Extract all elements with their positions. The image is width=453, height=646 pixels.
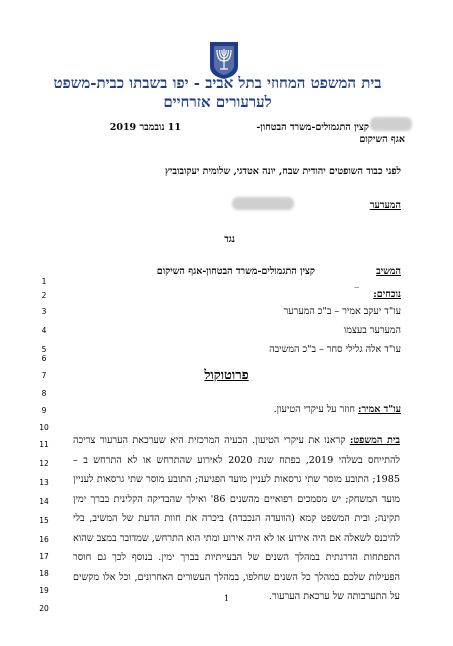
line-number: 17	[39, 552, 49, 561]
hearing-date: 11 נובמבר 2019	[109, 122, 181, 133]
court-speaker: בית המשפט:	[349, 435, 400, 446]
line-number: 3	[41, 307, 47, 316]
line-number: 6	[41, 354, 47, 363]
attendees-label: נוכחים:	[373, 289, 401, 300]
line-number: 12	[39, 459, 49, 468]
line-number: 5	[41, 345, 47, 354]
line-number: 10	[39, 423, 49, 432]
amir-statement	[274, 404, 401, 416]
line-number: 19	[39, 586, 49, 595]
line-number: 8	[41, 389, 47, 398]
line-number: 4	[41, 326, 47, 335]
court-title-line1: בית המשפט המחוזי בתל אביב - יפו בשבתו כבית-משפט	[53, 74, 382, 92]
amir-speaker: עו"ד אמיר:	[357, 404, 401, 415]
respondent-label: המשיב	[376, 266, 401, 277]
court-text: קראנו את עיקרי הטיעון. הבעיה המרכזית היא שערכאת הערעור צריכה להתייחס בשלהי 2019, בפתח שנת 2020 לאירוע שהתרחש או לא התרחש ב – 1985; התובע מוסר שתי גרסאות לעניין מועד הפגיעה; התובע מוסר שתי גרסאות לעניין מועד המשחק; יש מסמכים רפואיים מהשנים 86' ואילך שהבדיקה הקלינית בברך ימין תקינה; ובית המשפט קמא (הוועדה הנכבדה) ביכרה את חוות הדעת של המשיב, בלי להיכנס לשאלה אם היה אירוע או לא היה אירוע ומתי הוא התרחש, שמדובר במצב שהוא התפתחות הדרגתית במהלך השנים של הבעייתיות בברך ימין. בנוסף לכך גם חוסר הפעילות שלכם במהלך כל השנים שחלפו, במהלך העשורים האחרונים, וכל אלו מקשים על התערבותה של ערכאת הערעור.	[73, 435, 401, 602]
attendee-item: המערער בעצמו	[343, 325, 401, 336]
respondent-full-name: קצין התגמולים-משרד הבטחון-אגף השיקום	[156, 266, 315, 277]
appellant-label: המערער	[369, 200, 401, 211]
line-number: 2	[41, 291, 47, 300]
judges-panel: לפני כבוד השופטים יהודית שבח, יונה אטדגי, שלומית יעקובוביץ	[164, 166, 401, 177]
line-number: 14	[39, 497, 49, 506]
line-number: 20	[39, 604, 49, 613]
line-number: 13	[39, 478, 49, 487]
redacted-case-number	[370, 117, 412, 131]
court-statement-body	[73, 431, 400, 607]
line-number: 9	[41, 406, 47, 415]
amir-text: חוזר על עיקרי הטיעון.	[273, 404, 358, 415]
line-number: 18	[39, 569, 49, 578]
line-number: 16	[39, 535, 49, 544]
department-name: אגף השיקום	[359, 134, 405, 145]
respondent-dash: _	[354, 277, 359, 288]
court-title	[30, 74, 405, 112]
line-number: 1	[41, 277, 47, 286]
line-number: 7	[41, 371, 47, 380]
line-number: 15	[39, 516, 49, 525]
protocol-title: פרוטוקול	[204, 368, 249, 383]
attendee-item: עו"ד יעקב אמיר – ב"כ המערער	[283, 306, 401, 317]
attendee-item: עו"ד אלה גלילי סחר – ב"כ המשיבה	[269, 344, 401, 355]
line-number: 11	[39, 440, 49, 449]
redacted-appellant-name	[232, 197, 294, 210]
versus-label: נגד	[224, 234, 235, 245]
page-number: 1	[223, 594, 230, 603]
court-title-line2: לערעורים אזרחיים	[163, 93, 272, 111]
respondent-short-name: קצין התגמולים-משרד הבטחון-	[256, 122, 369, 133]
